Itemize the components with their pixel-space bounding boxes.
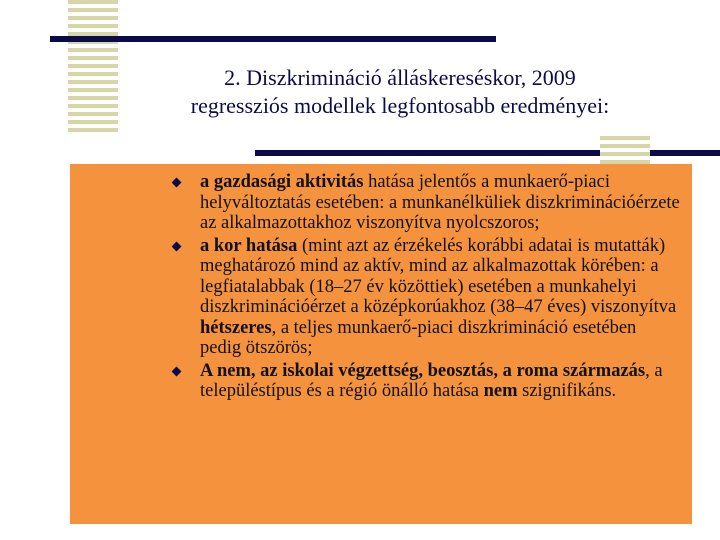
bullet-2-text-1: (mint azt az érzékelés korábbi adatai is mutatták) meghatározó mind az aktív, mind az alkalmazottak körében: a legfiatalabbak (18–27 év közöttiek) esetében a munkahelyi diszkriminációérzet a középkorúakhoz (38–47 éves) viszonyítva	[200, 235, 677, 317]
bullet-2-bold-2: hétszeres	[200, 317, 272, 338]
bullet-item-2	[70, 236, 682, 359]
bullet-item-1	[70, 172, 682, 234]
bullet-1-text-1: hatása jelentős a munkaerő-piaci helyváltoztatás esetében: a munkanélküliek diszkriminációérzete az alkalmazottakhoz viszonyítva nyolcszoros;	[200, 172, 680, 233]
decorative-bar-middle	[255, 150, 720, 156]
title-line-2: regressziós modellek legfontosabb eredményei:	[190, 93, 610, 118]
bullet-3-text-2: szignifikáns.	[517, 381, 617, 401]
diamond-bullet-icon	[172, 366, 182, 376]
diamond-bullet-icon	[172, 178, 182, 188]
bullet-2-text-2: , a teljes munkaerő-piaci diszkrimináció esetében pedig ötszörös;	[200, 317, 637, 358]
bullet-3-bold-2: nem	[483, 381, 518, 401]
bullet-list	[70, 164, 692, 402]
diamond-bullet-icon	[172, 241, 182, 251]
bullet-2-bold-1: a kor hatása	[200, 235, 298, 256]
decorative-bar-top	[50, 36, 496, 42]
bullet-3-text-1: , a településtípus és a régió önálló hatása	[200, 360, 663, 401]
title-line-1: 2. Diszkrimináció álláskereséskor, 2009	[224, 65, 576, 90]
bullet-1-bold-1: a gazdasági aktivitás	[200, 172, 364, 192]
slide-title	[80, 64, 720, 120]
bullet-item-3	[70, 361, 682, 402]
content-box	[70, 164, 692, 524]
bullet-3-bold-1: A nem, az iskolai végzettség, beosztás, a roma származás	[200, 360, 646, 381]
